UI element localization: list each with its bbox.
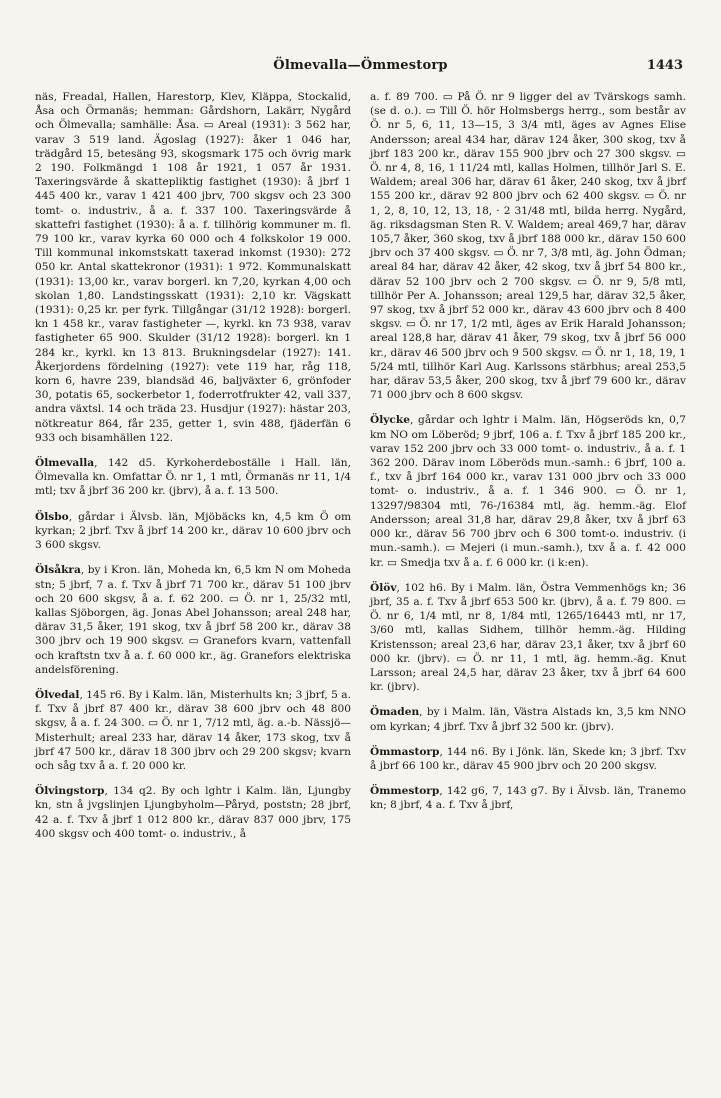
headword: Ömaden: [370, 706, 420, 719]
headword: Ölsåkra: [35, 564, 81, 577]
headword: Ölvedal: [35, 688, 80, 701]
left-column: [35, 90, 351, 852]
right-column: [370, 90, 686, 824]
entry-text: Ölycke, gårdar och lghtr i Malm. län, Högseröds kn, 0,7 km NO om Löberöd; 9 jbrf, 106 a. f. Txv å jbrf 185 200 kr., varav 152 200 jbrv och 33 000 tomt- o. industriv., å a. f. 1 362 200. Därav inom Löberöds mun.-samh.: 6 jbrf, 100 a. f., txv å jbrf 164 000 kr., varav 131 000 jbrv och 33 000 tomt- o. industriv., å a. f. 1 346 900. ▭ Ö. nr 1, 13297/98304 mtl, 76-/16384 mtl, äg. hemm.-äg. Elof Andersson; areal 31,8 har, därav 29,8 åker, txv å jbrf 63 000 kr., därav 56 700 jbrv och 6 300 tomt-o. industriv. (i mun.-samh.). ▭ Mejeri (i mun.-samh.), txv å a. f. 42 000 kr. ▭ Smedja txv å a. f. 6 000 kr. (i k:en).: [370, 414, 686, 569]
headword: Ölöv: [370, 581, 397, 594]
entry-text: Ömmastorp, 144 n6. By i Jönk. län, Skede kn; 3 jbrf. Txv å jbrf 66 100 kr., därav 45 900 jbrv och 20 200 skgsv.: [370, 745, 686, 772]
entry-text: Ölvedal, 145 r6. By i Kalm. län, Misterhults kn; 3 jbrf, 5 a. f. Txv å jbrf 87 400 kr., därav 38 600 jbrv och 48 800 skgsv, å a. f. 24 300. ▭ Ö. nr 1, 7/12 mtl, äg. a.-b. Nässjö—Misterhult; areal 233 har, därav 14 åker, 173 skog, txv å jbrf 47 500 kr., därav 18 300 jbrv och 29 200 skgsv; kvarn och såg txv å a. f. 20 000 kr.: [35, 688, 351, 772]
headword: Ömmestorp: [370, 785, 440, 798]
entry-olov: [370, 581, 686, 695]
entry-text: Ölsbo, gårdar i Älvsb. län, Mjöbäcks kn, 4,5 km Ö om kyrkan; 2 jbrf. Txv å jbrf 14 200 kr., därav 10 600 jbrv och 3 600 skgsv.: [35, 510, 351, 552]
entry-ommastorp: [370, 745, 686, 773]
entry-text: Ölmevalla, 142 d5. Kyrkoherdeboställe i Hall. län, Ölmevalla kn. Omfattar Ö. nr 1, 1 mtl, Örmanäs nr 11, 1/4 mtl; txv å jbrf 36 200 kr. (jbrv), å a. f. 13 500.: [35, 457, 351, 498]
entry-olsakra: [35, 563, 351, 677]
headword: Ölmevalla: [35, 457, 95, 470]
header-title: Ölmevalla—Ömmestorp: [273, 58, 448, 73]
entry-text: Ömmestorp, 142 g6, 7, 143 g7. By i Älvsb. län, Tranemo kn; 8 jbrf, 4 a. f. Txv å jbrf,: [370, 785, 686, 812]
entry-text: näs, Freadal, Hallen, Harestorp, Klev, Kläppa, Stockalid, Åsa och Örmanäs; hemman: Gårdshorn, Lakärr, Nygård och Ölmevalla; samhälle: Åsa. ▭ Areal (1931): 3 562 har, varav 3 519 land. Ägoslag (1927): åker 1 046 har, trädgård 15, betesäng 93, skogsmark 175 och övrig mark 2 190. Folkmängd 1 108 år 1921, 1 057 år 1931. Taxeringsvärde å skattepliktig fastighet (1930): å jbrf 1 445 400 kr., varav 1 421 400 jbrv, 700 skgsv och 23 300 tomt- o. industriv., å a. f. 337 100. Taxeringsvärde å skattefri fastighet (1930): å a. f. tillhörig kommuner m. fl. 79 100 kr., varav kyrka 60 000 och 4 folkskolor 19 000. Till kommunal inkomstskatt taxerad inkomst (1930): 272 050 kr. Antal skattekronor (1931): 1 972. Kommunalskatt (1931): 13,00 kr., varav borgerl. kn 7,20, kyrkan 4,00 och skolan 1,80. Landstingsskatt (1931): 2,10 kr. Vägskatt (1931): 0,25 kr. per fyrk. Tillgångar (31/12 1928): borgerl. kn 1 458 kr., varav fastigheter —, kyrkl. kn 73 938, varav fastigheter 65 900. Skulder (31/12 1928): borgerl. kn 1 284 kr., kyrkl. kn 13 813. Brukningsdelar (1927): 141. Åkerjordens fördelning (1927): vete 119 har, råg 118, korn 6, havre 239, blandsäd 46, baljväxter 6, grönfoder 30, potatis 65, sockerbetor 1, foderrotfrukter 42, vall 337, andra växtsl. 14 och träda 23. Husdjur (1927): hästar 203, nötkreatur 864, får 235, getter 1, svin 488, fjäderfän 6 933 och bisamhällen 122.: [35, 91, 351, 444]
entry-text: Ölsåkra, by i Kron. län, Moheda kn, 6,5 km N om Moheda stn; 5 jbrf, 7 a. f. Txv å jbrf 71 700 kr., därav 51 100 jbrv och 20 600 skgsv, å a. f. 62 200. ▭ Ö. nr 1, 25/32 mtl, kallas Sjöborgen, äg. Jonas Abel Johansson; areal 248 har, därav 31,5 åker, 191 skog, txv å jbrf 58 200 kr., därav 38 300 jbrv och 19 900 skgsv. ▭ Granefors kvarn, vattenfall och kraftstn txv å a. f. 60 000 kr., äg. Granefors elektriska andelsförening.: [35, 564, 351, 676]
entry-olvingstorp: [35, 784, 351, 841]
headword: Ömmastorp: [370, 745, 440, 758]
entry-olycke: [370, 413, 686, 569]
entry-omaden: [370, 705, 686, 733]
page-number: 1443: [646, 58, 683, 73]
entry-olmevalla: [35, 456, 351, 499]
entry-text: a. f. 89 700. ▭ På Ö. nr 9 ligger del av Tvärskogs samh. (se d. o.). ▭ Till Ö. hör Holmsbergs herrg., som består av Ö. nr 5, 6, 11, 13—15, 3 3/4 mtl, äges av Agnes Elise Andersson; areal 434 har, därav 124 åker, 300 skog, txv å jbrf 183 200 kr., därav 155 900 jbrv och 27 300 skgsv. ▭ Ö. nr 4, 8, 16, 1 11/24 mtl, kallas Holmen, tillhör Jarl S. E. Waldem; areal 306 har, därav 61 åker, 240 skog, txv å jbrf 155 200 kr., därav 92 800 jbrv och 62 400 skgsv. ▭ Ö. nr 1, 2, 8, 10, 12, 13, 18, · 2 31/48 mtl, bilda herrg. Nygård, äg. riksdagsman Sten R. V. Waldem; areal 469,7 har, därav 105,7 åker, 360 skog, txv å jbrf 188 000 kr., därav 150 600 jbrv och 37 400 skgsv. ▭ Ö. nr 7, 3/8 mtl, äg. John Ödman; areal 84 har, därav 42 åker, 42 skog, txv å jbrf 54 800 kr., därav 52 100 jbrv och 2 700 skgsv. ▭ Ö. nr 9, 5/8 mtl, tillhör Per A. Johansson; areal 129,5 har, därav 32,5 åker, 97 skog, txv å jbrf 52 000 kr., därav 43 600 jbrv och 8 400 skgsv. ▭ Ö. nr 17, 1/2 mtl, äges av Erik Harald Johansson; areal 128,8 har, därav 41 åker, 79 skog, txv å jbrf 56 000 kr., därav 46 500 jbrv och 9 500 skgsv. ▭ Ö. nr 1, 18, 19, 1 5/24 mtl, tillhör Karl Aug. Karlssons stärbhus; areal 253,5 har, därav 53,5 åker, 200 skog, txv å jbrf 79 600 kr., därav 71 000 jbrv och 8 600 skgsv.: [370, 91, 686, 402]
running-header: [36, 58, 685, 78]
headword: Ölycke: [370, 414, 410, 427]
headword: Ölsbo: [35, 510, 69, 523]
entry-text: Ölvingstorp, 134 q2. By och lghtr i Kalm. län, Ljungby kn, stn å jvgslinjen Ljungbyholm—Påryd, poststn; 28 jbrf, 42 a. f. Txv å jbrf 1 012 800 kr., därav 837 000 jbrv, 175 400 skgsv och 400 tomt- o. industriv., å: [35, 785, 351, 840]
entry-olvingstorp-cont: [370, 90, 686, 402]
entry-olvedal: [35, 688, 351, 773]
entry-ommestorp: [370, 784, 686, 812]
entry-text: Ölöv, 102 h6. By i Malm. län, Östra Vemmenhögs kn; 36 jbrf, 35 a. f. Txv å jbrf 653 500 kr. (jbrv), å a. f. 79 800. ▭ Ö. nr 6, 1/4 mtl, nr 8, 1/84 mtl, 1265/16443 mtl, nr 17, 3/60 mtl, kallas Sidhem, tillhör hemm.-äg. Hilding Kristensson; areal 23,6 har, därav 23,1 åker, txv å jbrf 60 000 kr. (jbrv). ▭ Ö. nr 11, 1 mtl, äg. hemm.-äg. Knut Larsson; areal 24,5 har, därav 23 åker, txv å jbrf 64 600 kr. (jbrv).: [370, 581, 686, 694]
entry-olsbo: [35, 510, 351, 553]
entry-text: Ömaden, by i Malm. län, Västra Alstads kn, 3,5 km NNO om kyrkan; 4 jbrf. Txv å jbrf 32 500 kr. (jbrv).: [370, 706, 686, 733]
entry-olmevalla-parish: [35, 90, 351, 445]
headword: Ölvingstorp: [35, 785, 105, 798]
